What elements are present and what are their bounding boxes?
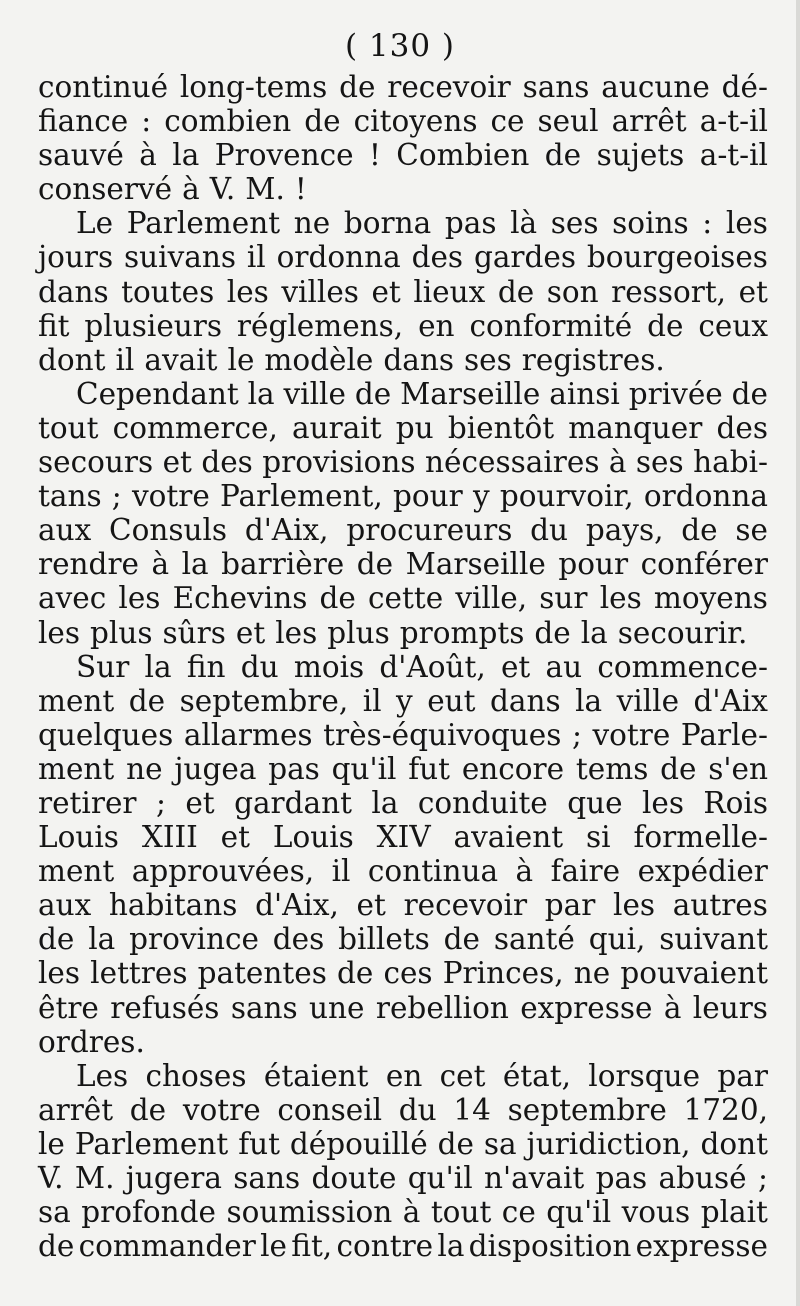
text-line: continué long-tems de recevoir sans aucune dé- <box>38 70 768 104</box>
text-line: ment approuvées, il continua à faire expédier <box>38 854 768 889</box>
text-line: tans ; votre Parlement, pour y pourvoir, ordonna <box>38 479 768 514</box>
text-line: tout commerce, aurait pu bientôt manquer des <box>38 410 768 445</box>
text-line: de la province des billets de santé qui, suivant <box>38 922 768 957</box>
text-line: arrêt de votre conseil du 14 septembre 1720, <box>38 1092 768 1127</box>
text-line: Les choses étaient en cet état, lorsque par <box>76 1058 768 1093</box>
text-line: dont il avait le modèle dans ses registres. <box>38 342 665 377</box>
text-line: quelques allarmes très-équivoques ; votre Parle- <box>38 717 768 752</box>
text-line: être refusés sans une rebellion expresse à leurs <box>38 990 768 1025</box>
text-line: aux habitans d'Aix, et recevoir par les autres <box>38 888 768 923</box>
text-line: V. M. jugera sans doute qu'il n'avait pas abusé ; <box>38 1161 768 1195</box>
text-line: Louis XIII et Louis XIV avaient si formelle- <box>38 820 768 855</box>
page-edge <box>796 0 800 1306</box>
text-line: le Parlement fut dépouillé de sa juridiction, dont <box>38 1126 768 1161</box>
text-line: secours et des provisions nécessaires à ses habi- <box>38 445 768 480</box>
text-line: ordres. <box>38 1024 145 1059</box>
text-line: sauvé à la Provence ! Combien de sujets a-t-il <box>38 138 768 173</box>
text-line: aux Consuls d'Aix, procureurs du pays, de se <box>38 513 768 548</box>
text-line: ment ne jugea pas qu'il fut encore tems de s'en <box>38 751 768 786</box>
text-line: fit plusieurs réglemens, en conformité de ceux <box>38 308 768 343</box>
text-line: retirer ; et gardant la conduite que les Rois <box>38 785 768 820</box>
text-line: sa profonde soumission à tout ce qu'il vous plait <box>38 1195 768 1230</box>
text-line: avec les Echevins de cette ville, sur les moyens <box>38 581 768 616</box>
text-line: de commander le fit, contre la disposition expresse <box>38 1229 768 1264</box>
text-line: Sur la fin du mois d'Août, et au commence- <box>76 649 768 684</box>
text-line: fiance : combien de citoyens ce seul arrêt a-t-il <box>38 104 768 139</box>
body-text <box>38 70 768 1263</box>
text-line: jours suivans il ordonna des gardes bourgeoises <box>38 240 768 275</box>
text-line: dans toutes les villes et lieux de son ressort, et <box>38 274 768 309</box>
text-line: rendre à la barrière de Marseille pour conférer <box>38 547 768 582</box>
text-line: les lettres patentes de ces Princes, ne pouvaient <box>38 956 768 991</box>
page-number: ( 130 ) <box>344 28 456 64</box>
text-line: conservé à V. M. ! <box>38 172 307 207</box>
text-line: Le Parlement ne borna pas là ses soins : les <box>76 206 768 241</box>
text-line: Cependant la ville de Marseille ainsi privée de <box>76 376 768 411</box>
text-line: les plus sûrs et les plus prompts de la secourir. <box>38 615 748 650</box>
text-line: ment de septembre, il y eut dans la ville d'Aix <box>38 683 768 718</box>
